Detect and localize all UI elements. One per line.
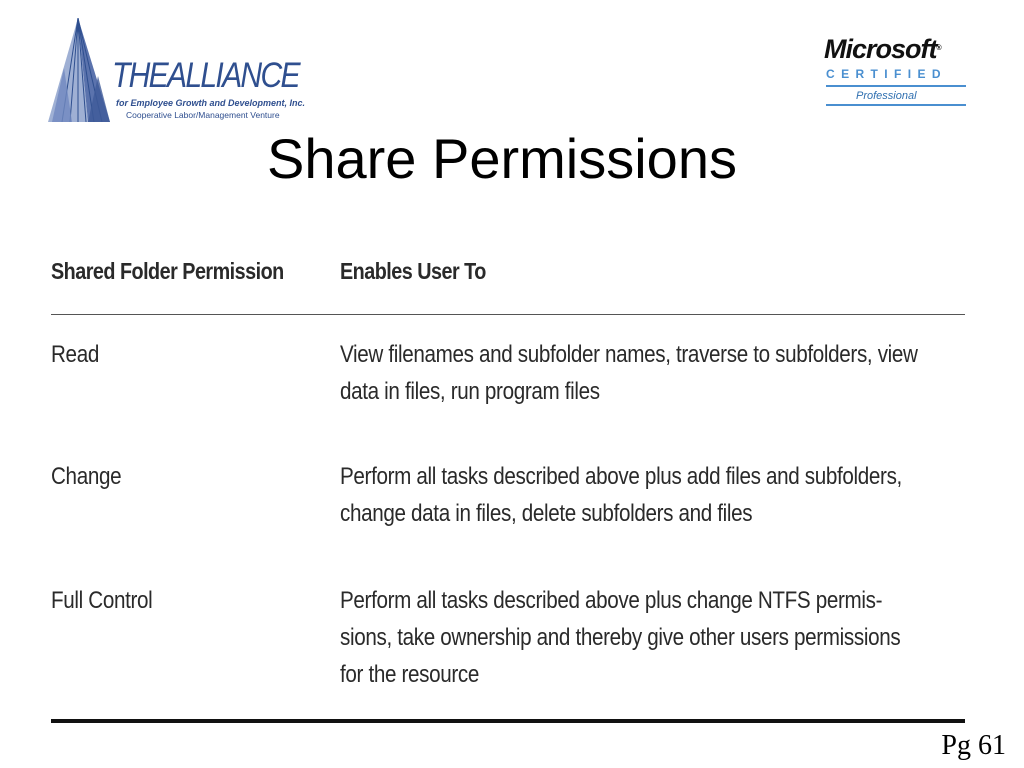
table-header — [51, 252, 965, 304]
permission-description: Perform all tasks described above plus change NTFS permis- sions, take ownership and thereby give other users permissions for the resource — [340, 587, 901, 688]
alliance-wordmark: THEALLIANCE — [112, 56, 299, 95]
alliance-tagline: for Employee Growth and Development, Inc. — [116, 98, 306, 108]
header-enables-user-to: Enables User To — [340, 258, 486, 284]
table-bottom-divider — [51, 719, 965, 723]
certified-rule-bottom — [826, 104, 966, 106]
permission-name: Change — [51, 463, 122, 490]
certified-rule-top — [826, 85, 966, 87]
professional-label: Professional — [856, 90, 917, 102]
page-number: Pg 61 — [941, 730, 1006, 761]
permission-description: View filenames and subfolder names, traverse to subfolders, view data in files, run program files — [340, 341, 918, 405]
certified-label: CERTIFIED — [826, 67, 947, 81]
alliance-subtagline: Cooperative Labor/Management Venture — [126, 110, 280, 120]
mountain-peaks-icon — [48, 18, 110, 122]
microsoft-wordmark: Microsoft® — [824, 34, 941, 64]
permission-name: Read — [51, 341, 99, 368]
alliance-logo — [48, 18, 310, 124]
header-permission: Shared Folder Permission — [51, 258, 284, 284]
permission-description: Perform all tasks described above plus add files and subfolders, change data in files, delete subfolders and files — [340, 463, 902, 527]
permissions-table — [51, 252, 965, 304]
microsoft-certified-logo — [822, 34, 972, 110]
slide-title: Share Permissions — [267, 127, 737, 190]
permission-name: Full Control — [51, 587, 153, 614]
header-divider — [51, 314, 965, 315]
